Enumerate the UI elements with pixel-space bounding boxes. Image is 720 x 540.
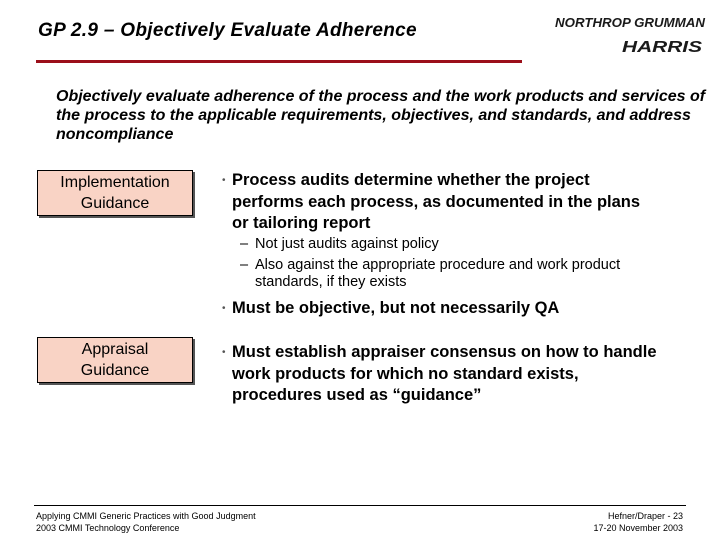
dash-icon: – xyxy=(240,257,249,273)
northrop-grumman-logo xyxy=(555,14,707,30)
box-label-line: Guidance xyxy=(80,362,150,379)
box-label-line: Implementation xyxy=(60,174,170,191)
harris-logo xyxy=(622,36,704,54)
box-label-line: Guidance xyxy=(80,195,150,212)
sub-bullet-policy xyxy=(240,236,710,253)
footer-line: 2003 CMMI Technology Conference xyxy=(36,523,180,533)
sub-bullet-line: standards, if they exists xyxy=(255,274,407,290)
bullet-objective xyxy=(222,298,559,320)
bullet-line: procedures used as “guidance” xyxy=(232,386,482,404)
logo-top-text: NORTHROP GRUMMAN xyxy=(555,16,707,30)
footer-line: Hefner/Draper - 23 xyxy=(607,511,683,521)
bullet-icon: • xyxy=(222,175,226,186)
bullet-line: performs each process, as documented in the plans xyxy=(232,192,641,211)
title-underline xyxy=(36,60,522,63)
bullet-line: Must establish appraiser consensus on how to handle xyxy=(232,343,657,361)
slide-title: GP 2.9 – Objectively Evaluate Adherence xyxy=(38,20,417,41)
footer-right xyxy=(593,510,683,534)
intro-statement: Objectively evaluate adherence of the process and the work products and services of the process to the applicable requirements, objectives, and standards, and address noncompliance xyxy=(56,88,706,143)
sub-bullet-procedure xyxy=(240,257,710,291)
footer-line: 17-20 November 2003 xyxy=(593,523,683,533)
footer-divider xyxy=(34,505,686,506)
footer-line: Applying CMMI Generic Practices with Good Judgment xyxy=(36,511,256,521)
bullet-icon: • xyxy=(222,303,226,314)
bullet-line: or tailoring report xyxy=(232,214,371,232)
sub-bullet-line: Also against the appropriate procedure and work product xyxy=(255,257,621,273)
bullet-line: Process audits determine whether the project xyxy=(232,171,590,189)
logo-bottom-text: HARRIS xyxy=(622,39,703,54)
bullet-icon: • xyxy=(222,347,226,358)
footer-left xyxy=(36,510,256,534)
bullet-consensus xyxy=(222,342,657,407)
appraisal-guidance-box xyxy=(37,337,193,383)
bullet-process-audits xyxy=(222,170,640,235)
bullet-line: work products for which no standard exists, xyxy=(232,364,579,383)
bullet-line: Must be objective, but not necessarily QA xyxy=(232,299,560,317)
sub-bullet-line: Not just audits against policy xyxy=(255,236,439,252)
box-label-line: Appraisal xyxy=(81,341,149,358)
implementation-guidance-box xyxy=(37,170,193,216)
dash-icon: – xyxy=(240,236,249,252)
